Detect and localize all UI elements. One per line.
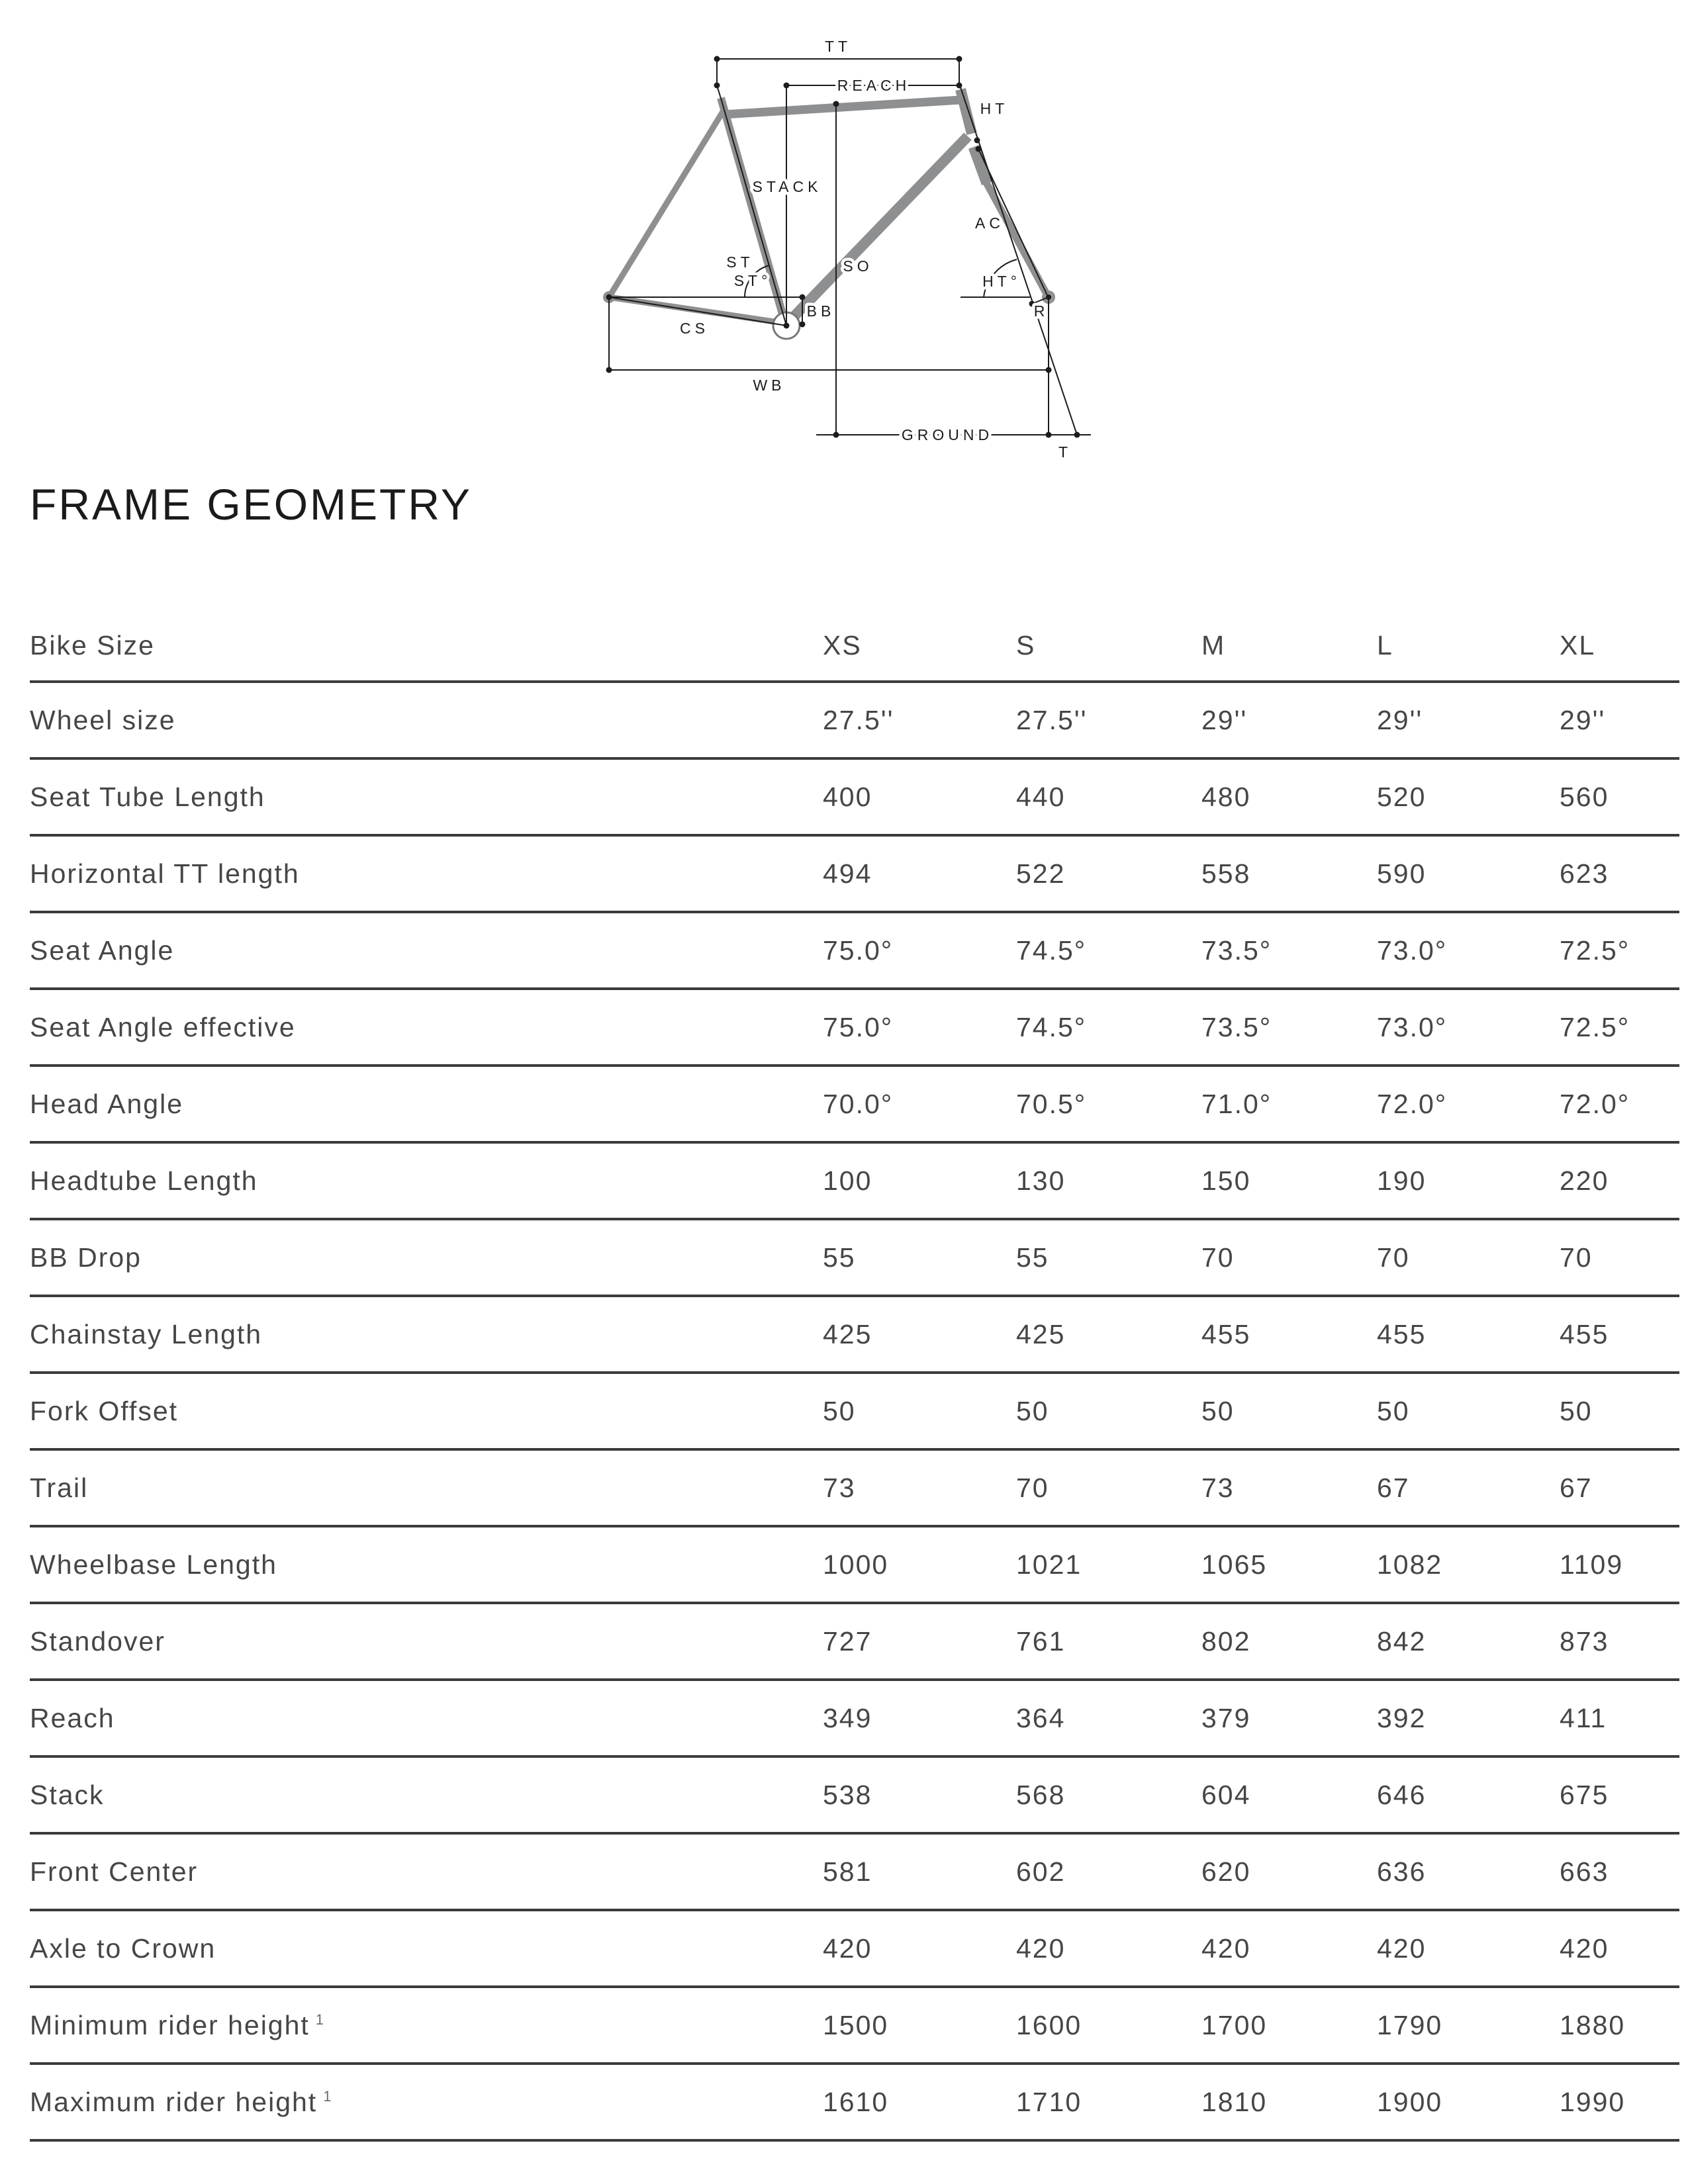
table-row — [30, 1988, 1679, 2065]
row-value: 72.0° — [1560, 1088, 1630, 1119]
row-value: 420 — [823, 1933, 872, 1964]
column-header-xl: XL — [1560, 629, 1596, 660]
label-reach: REACH — [837, 77, 911, 94]
row-value: 27.5'' — [1016, 704, 1088, 735]
row-value: 480 — [1201, 781, 1251, 812]
row-value: 1790 — [1377, 2009, 1443, 2040]
row-label: Wheel size — [30, 704, 176, 735]
row-value: 72.5° — [1560, 934, 1630, 966]
row-value: 1500 — [823, 2009, 889, 2040]
label-ht: HT — [980, 100, 1009, 117]
table-row — [30, 1527, 1679, 1604]
table-row — [30, 2065, 1679, 2142]
row-value: 1900 — [1377, 2086, 1443, 2117]
row-label: BB Drop — [30, 1242, 142, 1273]
table-row — [30, 1451, 1679, 1527]
table-header-row — [30, 610, 1679, 683]
row-value: 602 — [1016, 1856, 1066, 1887]
top-tube — [724, 100, 961, 114]
row-value: 558 — [1201, 858, 1251, 889]
label-t: T — [1058, 443, 1072, 461]
table-row — [30, 1835, 1679, 1911]
row-label: Trail — [30, 1472, 89, 1503]
row-value: 440 — [1016, 781, 1066, 812]
table-row — [30, 1220, 1679, 1297]
row-value: 73.5° — [1201, 1011, 1272, 1042]
row-value: 220 — [1560, 1165, 1609, 1196]
row-value: 50 — [823, 1395, 856, 1426]
row-label: Front Center — [30, 1856, 199, 1887]
footnote-mark: 1 — [323, 2087, 332, 2105]
table-body — [30, 683, 1679, 2142]
column-header-s: S — [1016, 629, 1036, 660]
page-title: FRAME GEOMETRY — [30, 480, 472, 529]
down-tube — [786, 136, 968, 324]
row-value: 400 — [823, 781, 872, 812]
row-value: 842 — [1377, 1625, 1427, 1657]
row-value: 604 — [1201, 1779, 1251, 1810]
row-value: 70 — [1016, 1472, 1049, 1503]
row-label: Seat Angle — [30, 934, 175, 966]
row-value: 802 — [1201, 1625, 1251, 1657]
label-so: SO — [843, 257, 873, 275]
row-value: 1021 — [1016, 1549, 1082, 1580]
row-value: 727 — [823, 1625, 872, 1657]
row-value: 74.5° — [1016, 1011, 1087, 1042]
column-header-xs: XS — [823, 629, 862, 660]
row-value: 392 — [1377, 1702, 1427, 1733]
table-row — [30, 990, 1679, 1067]
row-value: 73 — [823, 1472, 856, 1503]
row-value: 520 — [1377, 781, 1427, 812]
row-label: Fork Offset — [30, 1395, 179, 1426]
row-value: 663 — [1560, 1856, 1609, 1887]
row-value: 70 — [1201, 1242, 1235, 1273]
row-value: 50 — [1560, 1395, 1593, 1426]
row-value: 675 — [1560, 1779, 1609, 1810]
row-value: 761 — [1016, 1625, 1066, 1657]
frame-geometry-diagram — [563, 26, 1092, 477]
table-row — [30, 1067, 1679, 1144]
row-value: 420 — [1201, 1933, 1251, 1964]
row-value: 420 — [1560, 1933, 1609, 1964]
column-header-m: M — [1201, 629, 1226, 660]
label-tt: TT — [824, 38, 852, 55]
row-value: 455 — [1377, 1318, 1427, 1349]
row-value: 560 — [1560, 781, 1609, 812]
row-value: 1880 — [1560, 2009, 1626, 2040]
row-value: 27.5'' — [823, 704, 894, 735]
label-st: ST — [726, 253, 754, 271]
column-header-bike-size: Bike Size — [30, 629, 155, 660]
row-value: 646 — [1377, 1779, 1427, 1810]
row-value: 379 — [1201, 1702, 1251, 1733]
table-row — [30, 1297, 1679, 1374]
row-label: Horizontal TT length — [30, 858, 300, 889]
row-value: 420 — [1016, 1933, 1066, 1964]
row-value: 55 — [1016, 1242, 1049, 1273]
row-value: 494 — [823, 858, 872, 889]
row-value: 1710 — [1016, 2086, 1082, 2117]
table-row — [30, 1758, 1679, 1835]
row-value: 425 — [823, 1318, 872, 1349]
row-label: Standover — [30, 1625, 165, 1657]
row-label: Axle to Crown — [30, 1933, 216, 1964]
table-row — [30, 1144, 1679, 1220]
label-ground: GROUND — [901, 426, 994, 443]
row-value: 1810 — [1201, 2086, 1268, 2117]
row-value: 581 — [823, 1856, 872, 1887]
label-wb: WB — [753, 377, 786, 394]
row-value: 1610 — [823, 2086, 889, 2117]
row-value: 73.0° — [1377, 1011, 1448, 1042]
geometry-table — [30, 610, 1679, 2142]
row-value: 130 — [1016, 1165, 1066, 1196]
row-value: 150 — [1201, 1165, 1251, 1196]
row-label: Seat Angle effective — [30, 1011, 296, 1042]
label-stack: STACK — [752, 178, 822, 195]
label-ac: AC — [975, 214, 1004, 232]
row-value: 538 — [823, 1779, 872, 1810]
row-label: Wheelbase Length — [30, 1549, 277, 1580]
row-value: 364 — [1016, 1702, 1066, 1733]
table-row — [30, 760, 1679, 837]
row-value: 70.0° — [823, 1088, 894, 1119]
row-value: 190 — [1377, 1165, 1427, 1196]
row-value: 873 — [1560, 1625, 1609, 1657]
row-value: 620 — [1201, 1856, 1251, 1887]
row-value: 411 — [1560, 1702, 1607, 1733]
row-value: 100 — [823, 1165, 872, 1196]
row-value: 1109 — [1560, 1549, 1624, 1580]
row-label: Chainstay Length — [30, 1318, 263, 1349]
row-value: 29'' — [1560, 704, 1606, 735]
frame-tubes — [609, 89, 1047, 326]
row-value: 71.0° — [1201, 1088, 1272, 1119]
head-tube — [961, 89, 972, 134]
label-ht-angle: HT° — [982, 273, 1021, 290]
row-value: 1082 — [1377, 1549, 1443, 1580]
row-value: 1990 — [1560, 2086, 1626, 2117]
row-label: Stack — [30, 1779, 105, 1810]
row-value: 349 — [823, 1702, 872, 1733]
row-value: 74.5° — [1016, 934, 1087, 966]
table-row — [30, 1604, 1679, 1681]
row-value: 50 — [1377, 1395, 1410, 1426]
row-label: Seat Tube Length — [30, 781, 265, 812]
row-value: 420 — [1377, 1933, 1427, 1964]
seat-stay-tube — [609, 111, 724, 297]
row-value: 75.0° — [823, 934, 894, 966]
row-value: 50 — [1201, 1395, 1235, 1426]
row-label: Headtube Length — [30, 1165, 258, 1196]
row-value: 70 — [1560, 1242, 1593, 1273]
row-value: 29'' — [1377, 704, 1423, 735]
row-value: 73 — [1201, 1472, 1235, 1503]
measurement-dots — [606, 56, 1080, 438]
table-row — [30, 1911, 1679, 1988]
st-dimension-line — [717, 85, 786, 326]
row-value: 590 — [1377, 858, 1427, 889]
row-label: Maximum rider height $^1$ — [30, 2086, 332, 2117]
row-value: 70 — [1377, 1242, 1410, 1273]
row-value: 522 — [1016, 858, 1066, 889]
row-value: 425 — [1016, 1318, 1066, 1349]
row-value: 1000 — [823, 1549, 889, 1580]
table-row — [30, 913, 1679, 990]
row-value: 455 — [1201, 1318, 1251, 1349]
label-cs: CS — [680, 320, 709, 337]
row-value: 72.5° — [1560, 1011, 1630, 1042]
row-value: 67 — [1560, 1472, 1593, 1503]
row-value: 73.5° — [1201, 934, 1272, 966]
row-label: Head Angle — [30, 1088, 184, 1119]
footnote-mark: 1 — [315, 2011, 324, 2028]
row-value: 67 — [1377, 1472, 1410, 1503]
row-value: 1600 — [1016, 2009, 1082, 2040]
row-value: 1700 — [1201, 2009, 1268, 2040]
row-value: 636 — [1377, 1856, 1427, 1887]
label-r: R — [1033, 302, 1049, 320]
row-value: 50 — [1016, 1395, 1049, 1426]
row-value: 29'' — [1201, 704, 1248, 735]
row-label: Minimum rider height $^1$ — [30, 2009, 324, 2040]
row-value: 455 — [1560, 1318, 1609, 1349]
row-value: 75.0° — [823, 1011, 894, 1042]
row-value: 73.0° — [1377, 934, 1448, 966]
row-value: 70.5° — [1016, 1088, 1087, 1119]
label-st-angle: ST° — [733, 272, 772, 289]
row-value: 72.0° — [1377, 1088, 1448, 1119]
row-value: 55 — [823, 1242, 856, 1273]
row-label: Reach — [30, 1702, 115, 1733]
label-bb: BB — [806, 302, 835, 320]
table-row — [30, 1374, 1679, 1451]
table-row — [30, 683, 1679, 760]
row-value: 568 — [1016, 1779, 1066, 1810]
row-value: 623 — [1560, 858, 1609, 889]
column-header-l: L — [1377, 629, 1393, 660]
table-row — [30, 1681, 1679, 1758]
row-value: 1065 — [1201, 1549, 1268, 1580]
table-row — [30, 837, 1679, 913]
